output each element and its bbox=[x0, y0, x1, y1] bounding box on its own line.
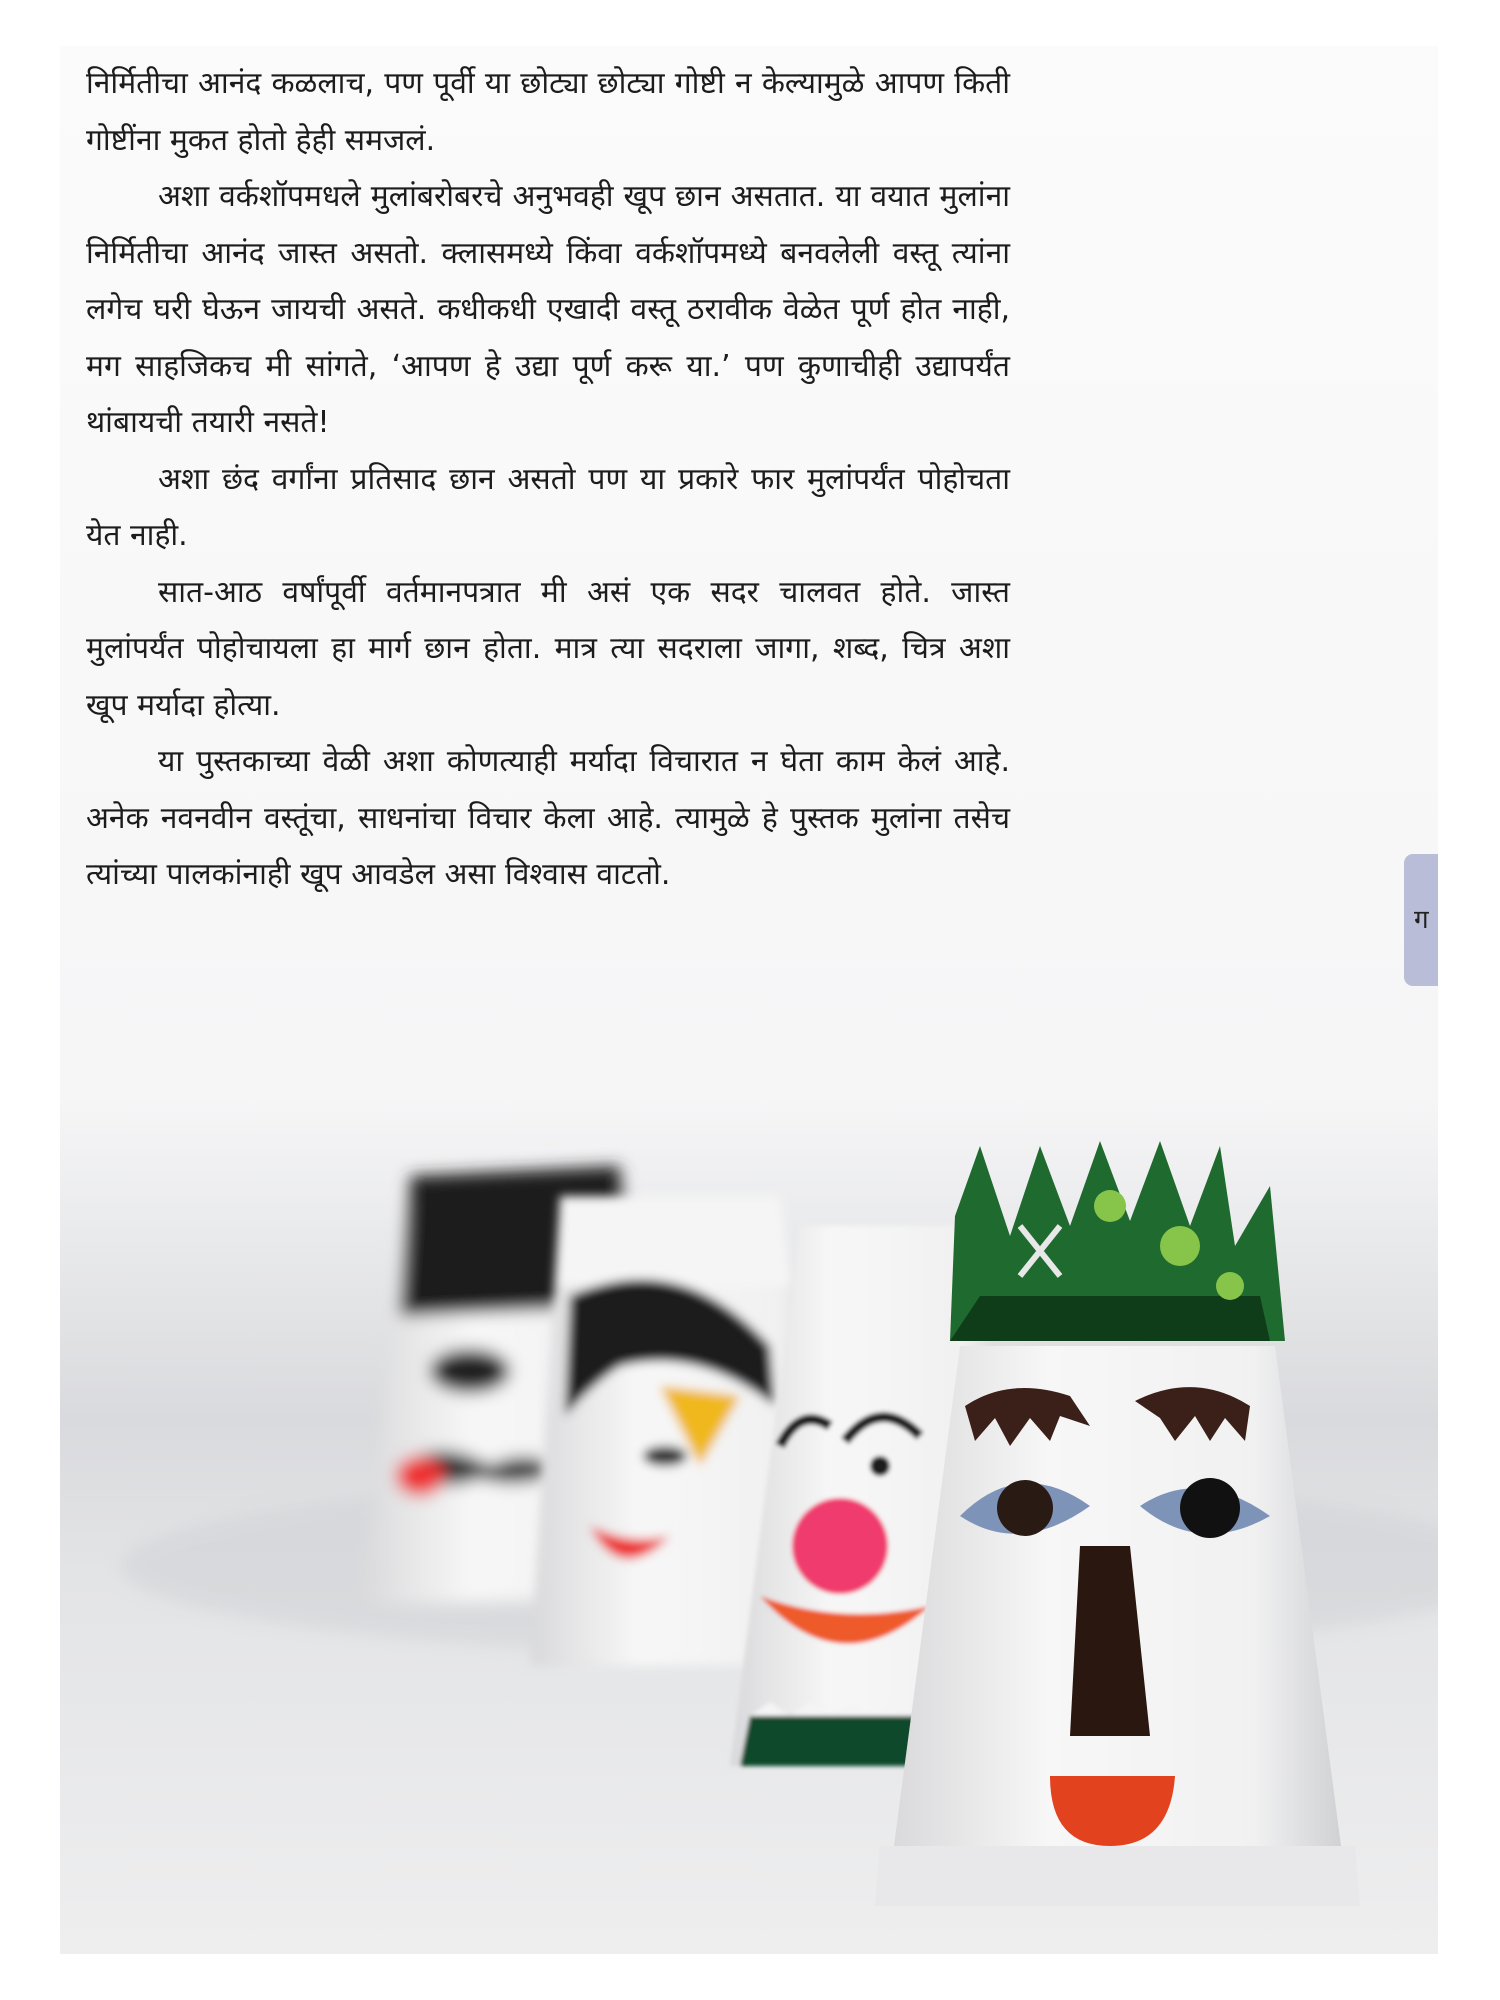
paragraph-3: अशा छंद वर्गांना प्रतिसाद छान असतो पण या प्रकारे फार मुलांपर्यंत पोहोचता येत नाही. bbox=[86, 461, 1010, 553]
paragraph-5: या पुस्तकाच्या वेळी अशा कोणत्याही मर्यादा विचारात न घेता काम केलं आहे. अनेक नवनवीन वस्तूंचा, साधनांचा विचार केला आहे. त्यामुळे हे पुस्तक मुलांना तसेच त्यांच्या पालकांनाही खूप आवडेल असा विश्वास वाटतो. bbox=[86, 744, 1010, 892]
paragraph-4: सात-आठ वर्षांपूर्वी वर्तमानपत्रात मी असं एक सदर चालवत होते. जास्त मुलांपर्यंत पोहोचायला हा मार्ग छान होता. मात्र त्या सदराला जागा, शब्द, चित्र अशा खूप मर्यादा होत्या. bbox=[86, 574, 1010, 723]
book-page bbox=[60, 46, 1438, 1954]
paragraph-1: निर्मितीचा आनंद कळलाच, पण पूर्वी या छोट्या छोट्या गोष्टी न केल्यामुळे आपण किती गोष्टींना मुकत होतो हेही समजलं. bbox=[86, 66, 1010, 158]
chapter-side-tab bbox=[1404, 854, 1438, 986]
body-text bbox=[86, 56, 1010, 904]
paragraph-2: अशा वर्कशॉपमधले मुलांबरोबरचे अनुभवही खूप छान असतात. या वयात मुलांना निर्मितीचा आनंद जास्त असतो. क्लासमध्ये किंवा वर्कशॉपमध्ये बनवलेली वस्तू त्यांना लगेच घरी घेऊन जायची असते. कधीकधी एखादी वस्तू ठरावीक वेळेत पूर्ण होत नाही, मग साहजिकच मी सांगते, ‘आपण हे उद्या पूर्ण करू या.’ पण कुणाचीही उद्यापर्यंत थांबायची तयारी नसते! bbox=[86, 179, 1010, 440]
side-tab-label: ग bbox=[1414, 905, 1429, 935]
